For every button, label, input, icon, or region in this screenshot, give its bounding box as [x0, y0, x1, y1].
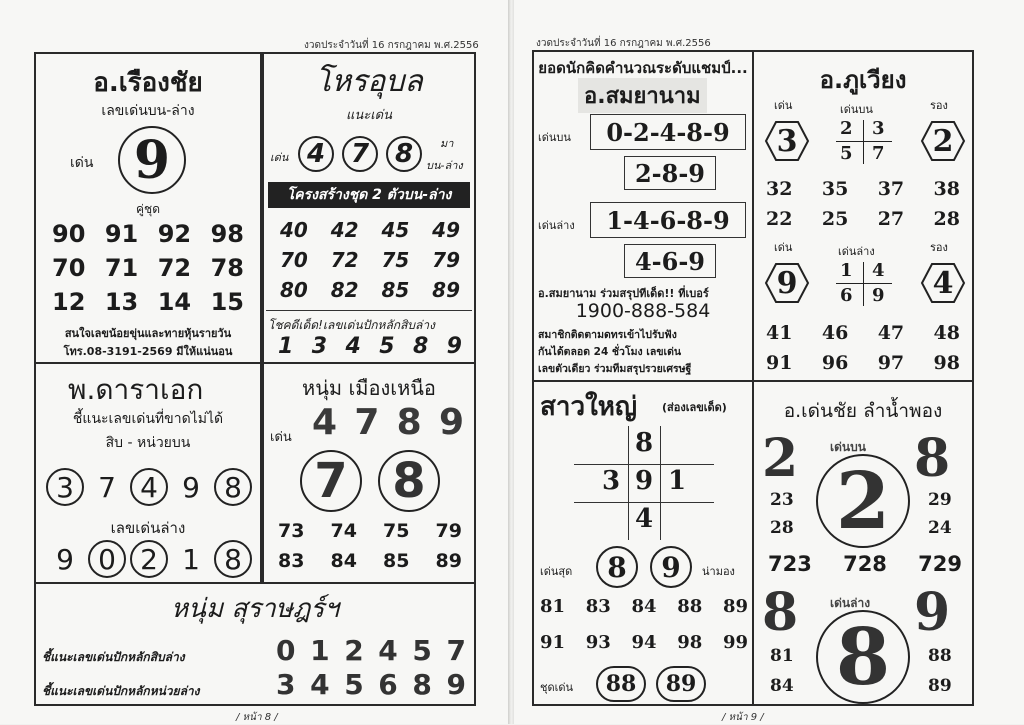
number: 81 — [540, 596, 566, 617]
digit: 4 — [932, 265, 954, 301]
phu-wiang-top-row — [766, 178, 960, 200]
number: 84 — [330, 550, 357, 572]
phu-wiang-bot-label-lang: เด่นล่าง — [838, 245, 875, 258]
digit: 1 — [310, 634, 330, 667]
number: 99 — [722, 632, 748, 653]
horoscope-digit-circle — [298, 136, 334, 172]
number: 75 — [383, 520, 410, 542]
samyanam-title: อ.สมยานาม — [578, 78, 707, 113]
samyanam-phone: 1900-888-584 — [575, 300, 711, 322]
denchai-bon-left-num: 28 — [770, 518, 794, 538]
dara-ek-title: พ.ดาราเอก — [68, 373, 204, 406]
digit: 4 — [634, 504, 654, 534]
phu-wiang-bot-grid — [834, 260, 894, 308]
sao-yai-row — [540, 632, 748, 653]
horoscope-banner: โครงสร้างชุด 2 ตัวบน-ล่าง — [268, 182, 470, 208]
digit: 1 — [840, 260, 853, 281]
number: 92 — [157, 220, 192, 248]
samyanam-bon-sub: 2-8-9 — [624, 156, 716, 190]
denchai-bon-right-num: 24 — [928, 518, 952, 538]
number: 83 — [278, 550, 305, 572]
digit: 2 — [932, 123, 954, 159]
number: 728 — [843, 552, 887, 576]
horoscope-row — [280, 248, 460, 272]
digit: 5 — [840, 143, 853, 164]
digit: 4 — [140, 470, 158, 504]
num-mueang-nuea-big-circle — [300, 450, 362, 512]
sao-yai-chut-oval — [596, 666, 646, 702]
number: 37 — [877, 178, 905, 200]
number: 72 — [330, 248, 359, 272]
dara-ek-lang-label: เลขเด่นล่าง — [110, 519, 186, 537]
right-page-header: งวดประจำวันที่ 16 กรกฎาคม พ.ศ.2556 — [536, 38, 711, 49]
num-mueang-nuea-row — [278, 550, 462, 572]
ruang-chai-den-circle — [118, 126, 186, 194]
ruang-chai-row — [52, 254, 244, 282]
ruang-chai-den-label: เด่น — [70, 155, 94, 171]
samyanam-bon-value: 0-2-4-8-9 — [590, 114, 746, 150]
ruang-chai-khuchut-label: คู่ชุด — [136, 202, 160, 216]
left-page-header: งวดประจำวันที่ 16 กรกฎาคม พ.ศ.2556 — [304, 40, 479, 51]
circled-digit — [88, 540, 126, 578]
digit: 3 — [776, 123, 798, 159]
number: 15 — [210, 288, 244, 316]
digit: 8 — [634, 428, 654, 458]
sao-yai-tag: (ส่องเลขเด็ด) — [662, 401, 727, 414]
num-surat-line1-label: ชี้แนะเลขเด่นปักหลักสิบล่าง — [42, 650, 185, 664]
phu-wiang-top-grid — [834, 118, 894, 166]
denchai-bon-left: 2 — [762, 428, 799, 489]
digit: 2 — [344, 634, 364, 667]
denchai-lang-right-num: 88 — [928, 646, 952, 666]
denchai-title: อ.เด่นชัย ลำน้ำพอง — [783, 400, 943, 422]
digit: 3 — [56, 470, 74, 504]
number: 75 — [381, 248, 410, 272]
samyanam-promo4: เลขตัวเดียว ร่วมทีมสรุปรวยเศรษฐี — [538, 363, 692, 375]
phu-wiang-title: อ.ภูเวียง — [819, 66, 907, 94]
circled-digit — [214, 540, 252, 578]
digit: 8 — [392, 453, 426, 509]
horoscope-bon-lang-label: บน-ล่าง — [426, 159, 463, 172]
number: 27 — [877, 208, 905, 230]
dara-ek-bottom-digits — [46, 540, 256, 580]
divider — [574, 464, 714, 465]
num-mueang-nuea-row — [278, 520, 462, 542]
digit: 7 — [314, 453, 348, 509]
digit: 8 — [412, 334, 429, 359]
number: 73 — [278, 520, 305, 542]
samyanam-lang-value: 1-4-6-8-9 — [590, 202, 746, 238]
left-page — [0, 0, 510, 724]
number: 71 — [104, 254, 139, 282]
digit: 9 — [446, 334, 462, 359]
phu-wiang-bot-row — [766, 352, 960, 374]
horoscope-ma-label: มา — [440, 137, 454, 150]
digit: 2 — [835, 455, 891, 547]
number: 89 — [665, 671, 697, 697]
denchai-lang-left-num: 81 — [770, 646, 794, 666]
digit: 1 — [667, 466, 687, 496]
phu-wiang-bot-label-rong: รอง — [930, 241, 948, 254]
sao-yai-row — [540, 596, 748, 617]
number: 35 — [821, 178, 849, 200]
number: 729 — [918, 552, 962, 576]
digit: 4 — [872, 260, 885, 281]
horoscope-row — [280, 218, 460, 242]
num-surat-panel — [34, 582, 476, 706]
digit-cell — [46, 540, 84, 578]
divider — [574, 502, 714, 503]
dara-ek-line2: สิบ - หน่วยบน — [105, 435, 191, 451]
number: 96 — [821, 352, 849, 374]
horoscope-digit-circle — [342, 136, 378, 172]
left-page-footer: / หน้า 8 / — [236, 712, 278, 723]
number: 90 — [52, 220, 86, 248]
num-mueang-nuea-den-label: เด่น — [270, 430, 292, 445]
number: 49 — [432, 218, 460, 242]
number: 82 — [330, 278, 359, 302]
horoscope-digit-circle — [386, 136, 422, 172]
sao-yai-nammong: น่ามอง — [702, 565, 735, 578]
number: 22 — [766, 208, 793, 230]
denchai-bon-left-num: 23 — [770, 490, 794, 510]
digit: 4 — [345, 334, 361, 359]
phu-wiang-top-rong-hexagon — [920, 120, 966, 162]
digit: 3 — [311, 334, 328, 359]
digit: 7 — [446, 634, 466, 667]
number: 14 — [157, 288, 192, 316]
sao-yai-sut-circle — [650, 546, 692, 588]
digit: 8 — [396, 402, 422, 443]
digit: 1 — [278, 334, 294, 359]
samyanam-panel — [532, 50, 754, 382]
number: 94 — [631, 632, 657, 653]
digit: 2 — [140, 542, 158, 576]
number: 84 — [631, 596, 657, 617]
digit: 8 — [224, 542, 242, 576]
digit: 6 — [378, 668, 398, 701]
samyanam-promo3: กันได้ตลอด 24 ชั่วโมง เลขเด่น — [538, 346, 682, 358]
horoscope-subtitle: แนะเด่น — [345, 108, 393, 123]
digit: 4 — [378, 634, 398, 667]
number: 38 — [933, 178, 960, 200]
number: 85 — [381, 278, 410, 302]
digit: 3 — [872, 118, 885, 139]
number: 80 — [280, 278, 308, 302]
digit: 9 — [776, 265, 798, 301]
digit: 8 — [835, 611, 891, 703]
denchai-lang-right: 9 — [914, 582, 951, 643]
number: 12 — [52, 288, 86, 316]
number: 47 — [877, 322, 905, 344]
digit: 9 — [446, 668, 466, 701]
digit: 7 — [350, 139, 370, 169]
phu-wiang-panel — [752, 50, 974, 382]
digit: 8 — [224, 470, 242, 504]
number: 25 — [821, 208, 849, 230]
horoscope-panel — [262, 52, 476, 364]
phu-wiang-bot-row — [766, 322, 960, 344]
samyanam-headline: ยอดนักคิดคำนวณระดับแชมป์... — [538, 59, 748, 77]
digit: 4 — [306, 139, 326, 169]
phu-wiang-bot-rong-hexagon — [920, 262, 966, 304]
horoscope-row — [280, 278, 460, 302]
digit: 9 — [182, 470, 200, 504]
num-surat-title: หนุ่ม สุราษฎร์ฯ — [171, 594, 339, 624]
number: 85 — [383, 550, 410, 572]
number: 72 — [157, 254, 192, 282]
horoscope-lucky-digits — [278, 334, 462, 359]
number: 91 — [540, 632, 566, 653]
sao-yai-panel — [532, 380, 754, 706]
denchai-lang-left-num: 84 — [770, 676, 794, 696]
digit: 6 — [840, 285, 853, 306]
num-surat-line2-label: ชี้แนะเลขเด่นปักหลักหน่วยล่าง — [42, 684, 200, 698]
number: 40 — [280, 218, 308, 242]
digit: 7 — [872, 143, 885, 164]
digit: 9 — [634, 466, 654, 496]
sao-yai-chut-label: ชุดเด่น — [540, 681, 574, 694]
digit: 9 — [438, 402, 464, 443]
digit: 3 — [276, 668, 296, 701]
number: 91 — [766, 352, 793, 374]
digit: 7 — [98, 470, 116, 504]
number: 98 — [933, 352, 960, 374]
circled-digit — [130, 540, 168, 578]
denchai-triples — [768, 552, 962, 576]
digit: 3 — [601, 466, 621, 496]
denchai-lang-left: 8 — [762, 582, 799, 643]
divider — [863, 120, 864, 164]
ruang-chai-row — [52, 288, 244, 316]
digit-cell — [172, 468, 210, 506]
digit: 0 — [98, 542, 116, 576]
digit: 5 — [379, 334, 395, 359]
digit: 2 — [840, 118, 853, 139]
digit: 5 — [412, 634, 432, 667]
number: 46 — [821, 322, 849, 344]
divider — [836, 141, 892, 142]
number: 70 — [52, 254, 86, 282]
digit: 4 — [312, 402, 338, 443]
number: 78 — [210, 254, 244, 282]
denchai-lang-circle — [816, 610, 910, 704]
num-surat-line1-digits — [276, 634, 466, 667]
num-mueang-nuea-big-circle — [378, 450, 440, 512]
digit: 9 — [56, 542, 74, 576]
number: 89 — [432, 278, 460, 302]
num-surat-line2-digits — [276, 668, 466, 701]
denchai-panel — [752, 380, 974, 706]
digit: 9 — [661, 550, 681, 584]
phu-wiang-top-label-rong: รอง — [930, 99, 948, 112]
number: 93 — [585, 632, 611, 653]
horoscope-title: โหรอุบล — [315, 64, 423, 99]
number: 70 — [280, 248, 308, 272]
right-page-footer: / หน้า 9 / — [722, 712, 764, 723]
number: 83 — [585, 596, 611, 617]
digit-cell — [172, 540, 210, 578]
digit: 5 — [344, 668, 364, 701]
number: 98 — [210, 220, 244, 248]
phu-wiang-bot-den-hexagon — [764, 262, 810, 304]
number: 91 — [104, 220, 139, 248]
samyanam-promo1: อ.สมยานาม ร่วมสรุปทีเด็ด!! ที่เบอร์ — [538, 287, 709, 300]
number: 28 — [933, 208, 960, 230]
digit: 1 — [182, 542, 200, 576]
ruang-chai-row — [52, 220, 244, 248]
number: 79 — [435, 520, 462, 542]
denchai-lang-right-num: 89 — [928, 676, 952, 696]
phu-wiang-bot-label-den: เด่น — [774, 241, 793, 254]
number: 74 — [330, 520, 357, 542]
horoscope-lucky-note: โชคดีเด็ด!เลขเด่นปักหลักสิบล่าง — [268, 318, 435, 332]
dara-ek-panel — [34, 362, 262, 584]
digit: 8 — [394, 139, 414, 169]
denchai-bon-right-num: 29 — [928, 490, 952, 510]
number: 723 — [768, 552, 812, 576]
number: 42 — [330, 218, 359, 242]
phu-wiang-top-row — [766, 208, 960, 230]
ruang-chai-den-value: 9 — [133, 129, 171, 191]
digit: 4 — [310, 668, 330, 701]
digit: 8 — [412, 668, 432, 701]
horoscope-den-label: เด่น — [270, 151, 289, 164]
number: 45 — [381, 218, 410, 242]
samyanam-lang-sub: 4-6-9 — [624, 244, 716, 278]
ruang-chai-note1: สนใจเลขน้อยขุ่นและทายหุ้นรายวัน — [64, 327, 232, 340]
sao-yai-grid — [574, 426, 714, 540]
sao-yai-title: สาวใหญ่ — [540, 392, 638, 422]
digit: 7 — [354, 402, 380, 443]
circled-digit — [130, 468, 168, 506]
number: 88 — [605, 671, 637, 697]
phu-wiang-top-label-den: เด่น — [774, 99, 793, 112]
digit: 9 — [872, 285, 885, 306]
sao-yai-sut-label: เด่นสุด — [540, 565, 573, 578]
number: 89 — [722, 596, 748, 617]
samyanam-bon-label: เด่นบน — [538, 131, 571, 144]
ruang-chai-subtitle: เลขเด่นบน-ล่าง — [101, 103, 195, 119]
samyanam-promo2: สมาชิกติดตามดทรเข้าไปรับฟัง — [538, 329, 677, 341]
circled-digit — [214, 468, 252, 506]
dara-ek-top-digits — [46, 468, 256, 508]
number: 48 — [933, 322, 960, 344]
phu-wiang-top-label-bon: เด่นบน — [840, 103, 873, 116]
ruang-chai-title: อ.เรืองชัย — [93, 68, 203, 98]
ruang-chai-note2: โทร.08-3191-2569 มีให้แน่นอน — [63, 345, 233, 358]
number: 32 — [766, 178, 793, 200]
number: 13 — [104, 288, 139, 316]
number: 88 — [677, 596, 703, 617]
samyanam-lang-label: เด่นล่าง — [538, 219, 575, 232]
num-mueang-nuea-panel — [262, 362, 476, 584]
num-mueang-nuea-digits — [312, 402, 464, 443]
denchai-lang-label: เด่นล่าง — [830, 596, 871, 610]
right-page — [514, 0, 1024, 724]
denchai-bon-right: 8 — [914, 428, 951, 489]
denchai-bon-circle — [816, 454, 910, 548]
number: 79 — [432, 248, 460, 272]
num-mueang-nuea-title: หนุ่ม เมืองเหนือ — [302, 376, 436, 400]
divider — [836, 283, 892, 284]
dara-ek-line1: ชี้แนะเลขเด่นที่ขาดไม่ได้ — [72, 411, 224, 427]
digit: 8 — [607, 550, 627, 584]
number: 41 — [766, 322, 793, 344]
number: 98 — [677, 632, 703, 653]
sao-yai-chut-oval — [656, 666, 706, 702]
divider — [660, 426, 661, 540]
phu-wiang-top-den-hexagon — [764, 120, 810, 162]
digit: 0 — [276, 634, 296, 667]
sao-yai-sut-circle — [596, 546, 638, 588]
number: 97 — [877, 352, 905, 374]
circled-digit — [46, 468, 84, 506]
digit-cell — [88, 468, 126, 506]
number: 89 — [435, 550, 462, 572]
divider — [266, 310, 472, 311]
divider — [863, 262, 864, 306]
denchai-bon-label: เด่นบน — [830, 440, 866, 454]
ruang-chai-panel — [34, 52, 262, 364]
